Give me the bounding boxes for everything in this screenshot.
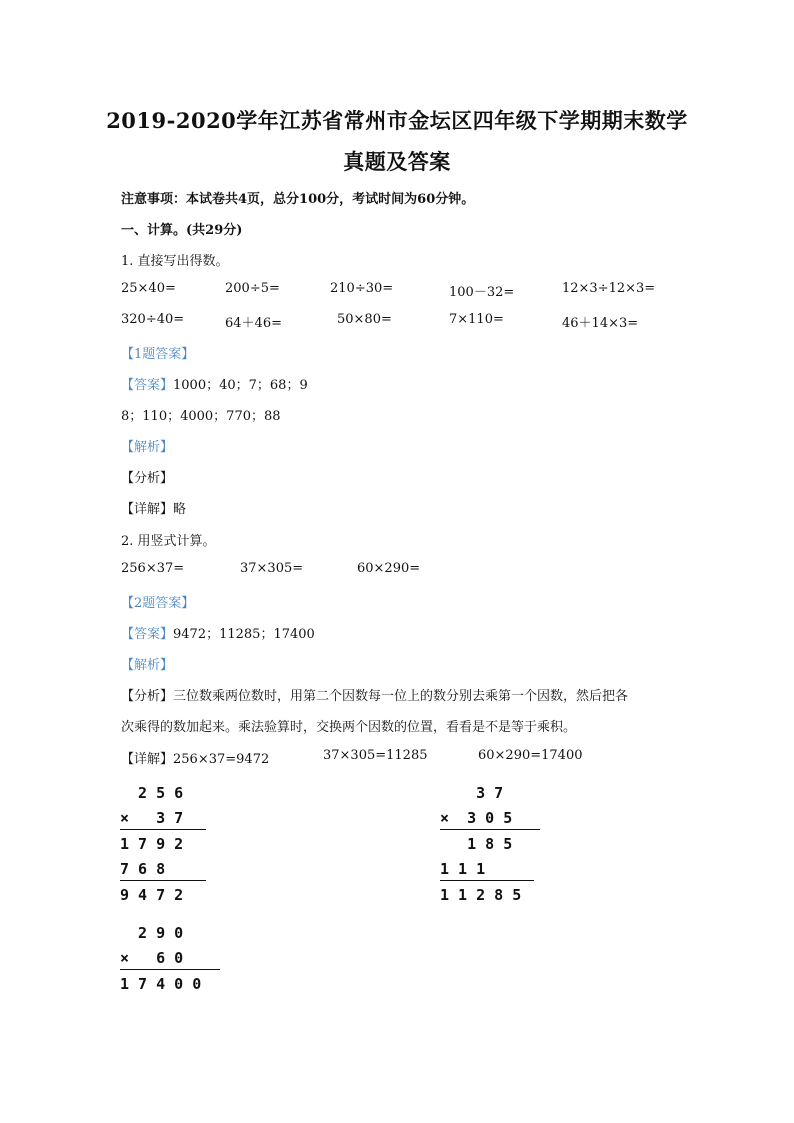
- q1-answer-line2: 8；110；4000；770；88: [121, 409, 281, 424]
- calc-line: × 3 0 5: [440, 809, 513, 827]
- calc-line: 2 5 6: [120, 784, 184, 802]
- q2-item: 256×37=: [121, 561, 185, 576]
- detail-item: 256×37=9472: [173, 752, 270, 767]
- calc-line: × 6 0: [120, 949, 184, 967]
- page-title-line2: 真题及答案: [343, 149, 451, 174]
- notice-text: 注意事项：本试卷共4页，总分100分，考试时间为60分钟。: [121, 192, 475, 207]
- calc-line: 1 1 1: [440, 860, 486, 878]
- calc-line: 1 8 5: [440, 835, 513, 853]
- section-heading: 一、计算。(共29分): [121, 223, 243, 238]
- q1-item: 25×40=: [121, 281, 176, 296]
- q1-item: 50×80=: [337, 312, 392, 327]
- question-1-prompt: 1. 直接写出得数。: [121, 254, 229, 269]
- answer-label: 【答案】: [121, 627, 174, 642]
- q1-item: 7×110=: [449, 312, 504, 327]
- page-title-line1: 2019-2020学年江苏省常州市金坛区四年级下学期期末数学: [106, 108, 688, 133]
- q2-item: 37×305=: [240, 561, 304, 576]
- q1-analysis-header: 【解析】: [121, 440, 174, 455]
- detail-text: 略: [173, 502, 187, 517]
- calc-rule: [120, 969, 220, 970]
- question-2-prompt: 2. 用竖式计算。: [121, 534, 216, 549]
- q2-answer: [121, 623, 315, 642]
- vertical-calc-256x37: [120, 784, 230, 914]
- q1-item: 100－32=: [449, 285, 515, 300]
- vertical-calc-37x305: [440, 784, 560, 914]
- detail-label: 【详解】: [121, 752, 174, 767]
- calc-line: 9 4 7 2: [120, 886, 184, 904]
- detail-label: 【详解】: [121, 502, 174, 517]
- answer-text: 1000；40；7；68；9: [173, 378, 308, 393]
- q2-fenxi-line2: 次乘得的数加起来。乘法验算时，交换两个因数的位置，看看是不是等于乘积。: [121, 720, 577, 735]
- q1-item: 12×3÷12×3=: [562, 281, 656, 296]
- q1-item: 210÷30=: [330, 281, 394, 296]
- calc-line: 3 7: [440, 784, 504, 802]
- calc-rule: [120, 880, 206, 881]
- q1-answer: [121, 374, 308, 393]
- vertical-calc-290x60: [120, 924, 250, 1004]
- q2-fenxi-line1: [121, 685, 628, 704]
- q2-item: 60×290=: [357, 561, 421, 576]
- answer-text: 9472；11285；17400: [173, 627, 315, 642]
- calc-line: 2 9 0: [120, 924, 184, 942]
- q2-detail-item: 60×290=17400: [478, 748, 583, 763]
- calc-rule: [440, 829, 540, 830]
- fenxi-label: 【分析】: [121, 689, 174, 704]
- q1-item: 200÷5=: [225, 281, 280, 296]
- calc-rule: [440, 880, 534, 881]
- q2-answer-header: 【2题答案】: [121, 596, 195, 611]
- q2-analysis-header: 【解析】: [121, 658, 174, 673]
- q1-fenxi: 【分析】: [121, 471, 174, 486]
- q1-item: 320÷40=: [121, 312, 185, 327]
- calc-line: 1 7 4 0 0: [120, 975, 202, 993]
- calc-line: 1 7 9 2: [120, 835, 184, 853]
- calc-rule: [120, 829, 206, 830]
- q1-answer-header: 【1题答案】: [121, 347, 195, 362]
- calc-line: 7 6 8: [120, 860, 166, 878]
- q1-item: 46＋14×3=: [562, 316, 639, 331]
- calc-line: 1 1 2 8 5: [440, 886, 522, 904]
- q1-detail: [121, 498, 186, 517]
- fenxi-text: 三位数乘两位数时，用第二个因数每一位上的数分别去乘第一个因数，然后把各: [173, 689, 629, 704]
- q2-detail: [121, 748, 269, 767]
- q1-item: 64＋46=: [225, 316, 282, 331]
- calc-line: × 3 7: [120, 809, 184, 827]
- q2-detail-item: 37×305=11285: [323, 748, 428, 763]
- answer-label: 【答案】: [121, 378, 174, 393]
